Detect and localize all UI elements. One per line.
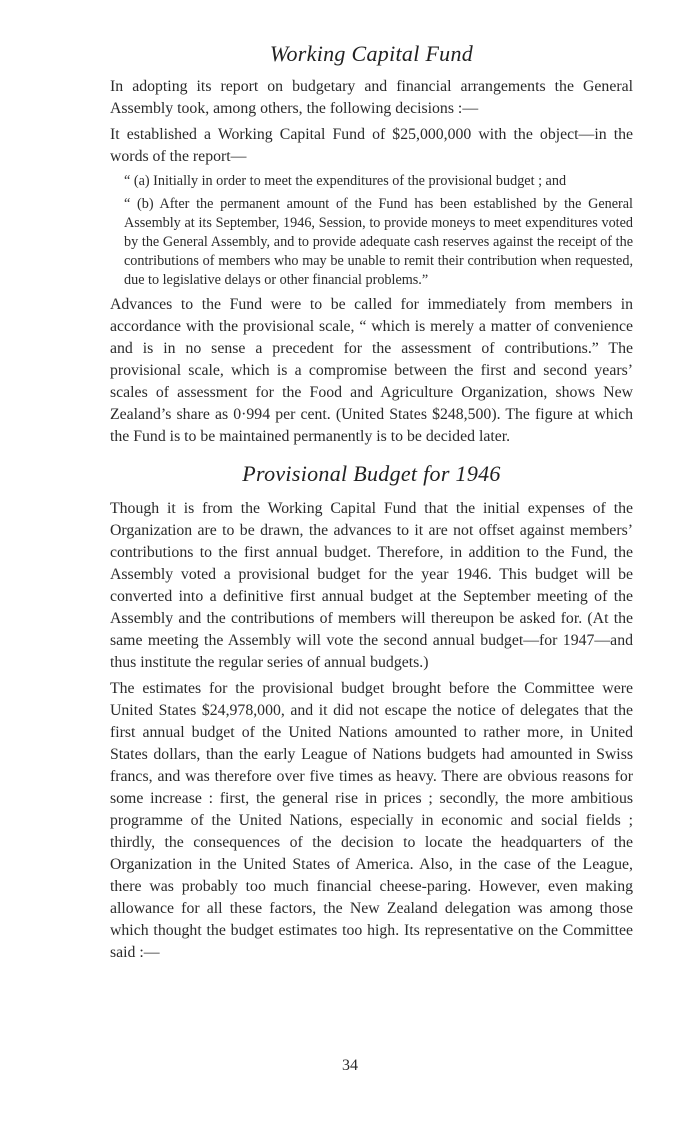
report-quotation [124, 172, 633, 290]
paragraph-adoption: In adopting its report on budgetary and financial arrangements the General Assembly took, among others, the following decisions :— [110, 78, 633, 117]
paragraph-advances: Advances to the Fund were to be called for immediately from members in accordance with the provisional scale, “ which is merely a matter of convenience and is in no sense a precedent for the assessment of contributions.” The provisional scale, which is a compromise between the first and second years’ scales of assessment for the Food and Agriculture Organization, shows New Zealand’s share as 0·994 per cent. (United States $248,500). The figure at which the Fund is to be maintained permanently is to be decided later. [110, 296, 633, 445]
quote-item-b: “ (b) After the permanent amount of the Fund has been established by the General Assembly at its September, 1946, Session, to provide moneys to meet expenditures voted by the General Assembly, and to provide adequate cash reserves against the receipt of the contributions of members who may be unable to remit their contribution when requested, due to legislative delays or other financial problems.” [124, 196, 633, 288]
paragraph-provisional-budget: Though it is from the Working Capital Fund that the initial expenses of the Organization are to be drawn, the advances to it are not offset against members’ contributions to the first annual budget. Therefore, in addition to the Fund, the Assembly voted a provisional budget for the year 1946. This budget will be converted into a definitive first annual budget at the September meeting of the Assembly and the contributions of members will thereupon be asked for. (At the same meeting the Assembly will vote the second annual budget—for 1947—and thus institute the regular series of annual budgets.) [110, 500, 633, 671]
paragraph-estimates: The estimates for the provisional budget brought before the Committee were United States $24,978,000, and it did not escape the notice of delegates that the first annual budget of the United Nations amounted to rather more, in United States dollars, than the early League of Nations budgets had amounted in Swiss francs, and was therefore over five times as heavy. There are obvious reasons for some increase : first, the general rise in prices ; secondly, the more ambitious programme of the United Nations, especially in economic and social fields ; thirdly, the consequences of the decision to locate the headquarters of the Organization in the United States of America. Also, in the case of the League, there was probably too much financial cheese-paring. However, even making allowance for all these factors, the New Zealand delegation was among those which thought the budget estimates too high. Its representative on the Committee said :— [110, 680, 633, 961]
quote-item-a: “ (a) Initially in order to meet the expenditures of the provisional budget ; and [124, 173, 567, 189]
paragraph-fund-established: It established a Working Capital Fund of $25,000,000 with the object—in the words of the report— [110, 126, 633, 165]
page-body [110, 40, 633, 968]
section-heading-provisional-budget: Provisional Budget for 1946 [242, 461, 501, 486]
page-number: 34 [342, 1057, 358, 1074]
section-heading-working-capital-fund: Working Capital Fund [269, 41, 474, 66]
